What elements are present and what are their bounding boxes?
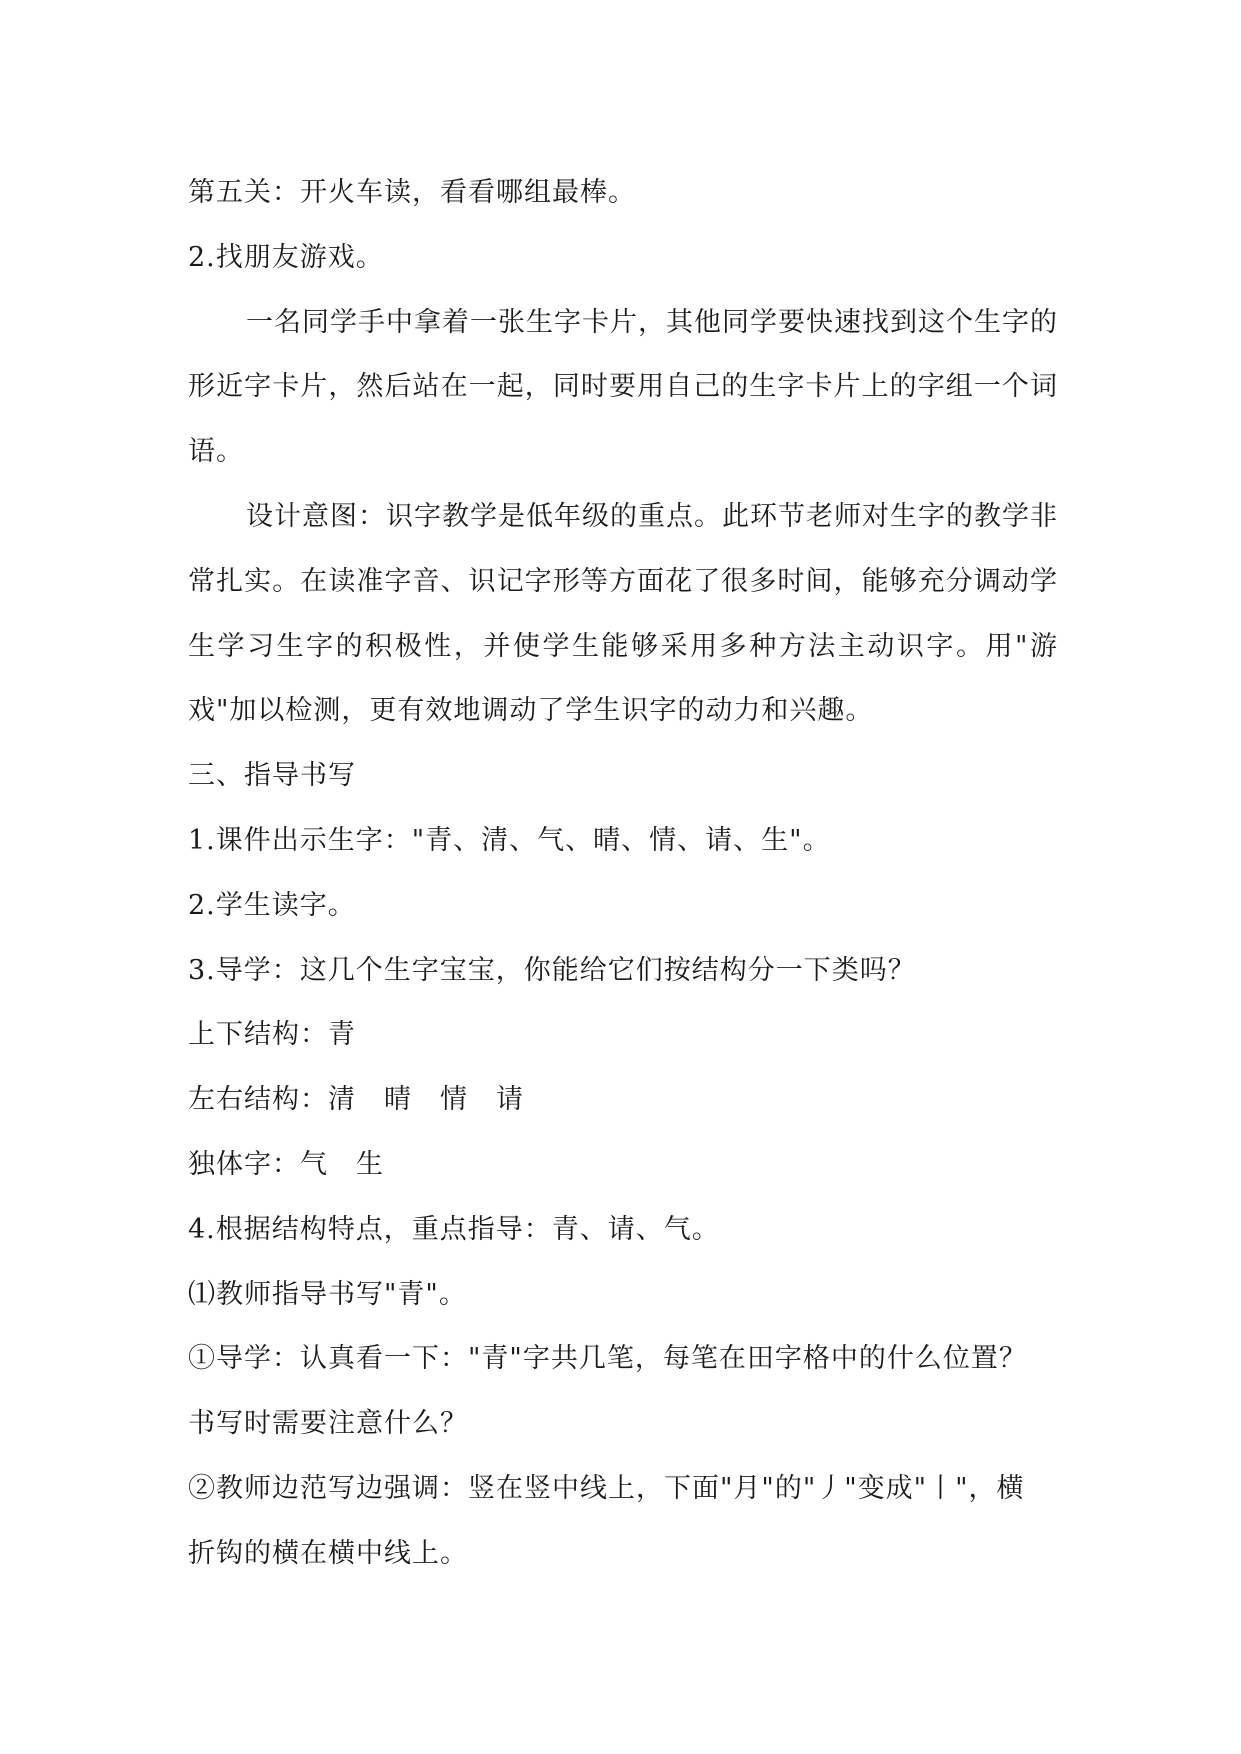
section-heading: 三、指导书写 bbox=[188, 760, 356, 792]
substep-observe-question-cont: 书写时需要注意什么？ bbox=[188, 1408, 468, 1440]
step-guided-question: 3.导学：这几个生字宝宝，你能给它们按结构分一下类吗？ bbox=[188, 954, 916, 986]
step-read-characters: 2.学生读字。 bbox=[188, 889, 356, 921]
substep-teacher-writing: ⑴教师指导书写"青"。 bbox=[188, 1278, 467, 1310]
game-description-paragraph: 一名同学手中拿着一张生字卡片，其他同学要快速找到这个生字的形近字卡片，然后站在一起，同时要用自己的生字卡片上的字组一个词语。 bbox=[188, 306, 1058, 468]
level-five-line: 第五关：开火车读，看看哪组最棒。 bbox=[188, 177, 636, 208]
substep-observe-question: ①导学：认真看一下："青"字共几笔，每笔在田字格中的什么位置？ bbox=[188, 1343, 1027, 1375]
design-intent-paragraph: 设计意图：识字教学是低年级的重点。此环节老师对生字的教学非常扎实。在读准字音、识记字形等方面花了很多时间，能够充分调动学生学习生字的积极性，并使学生能够采用多种方法主动识字。用"游戏"加以检测，更有效地调动了学生识字的动力和兴趣。 bbox=[188, 500, 1058, 727]
find-friends-game-heading: 2.找朋友游戏。 bbox=[188, 241, 384, 273]
substep-demonstration: ②教师边范写边强调：竖在竖中线上，下面"月"的"丿"变成"丨"，横 bbox=[188, 1472, 1025, 1504]
substep-demonstration-cont: 折钩的横在横中线上。 bbox=[188, 1537, 468, 1569]
document-body bbox=[188, 161, 1058, 1587]
step-key-guidance: 4.根据结构特点，重点指导：青、请、气。 bbox=[188, 1213, 720, 1245]
structure-top-bottom: 上下结构：青 bbox=[188, 1019, 356, 1051]
structure-single: 独体字：气 生 bbox=[188, 1148, 384, 1180]
structure-left-right: 左右结构：清 晴 情 请 bbox=[188, 1084, 524, 1116]
step-courseware: 1.课件出示生字："青、清、气、晴、情、请、生"。 bbox=[188, 824, 831, 856]
